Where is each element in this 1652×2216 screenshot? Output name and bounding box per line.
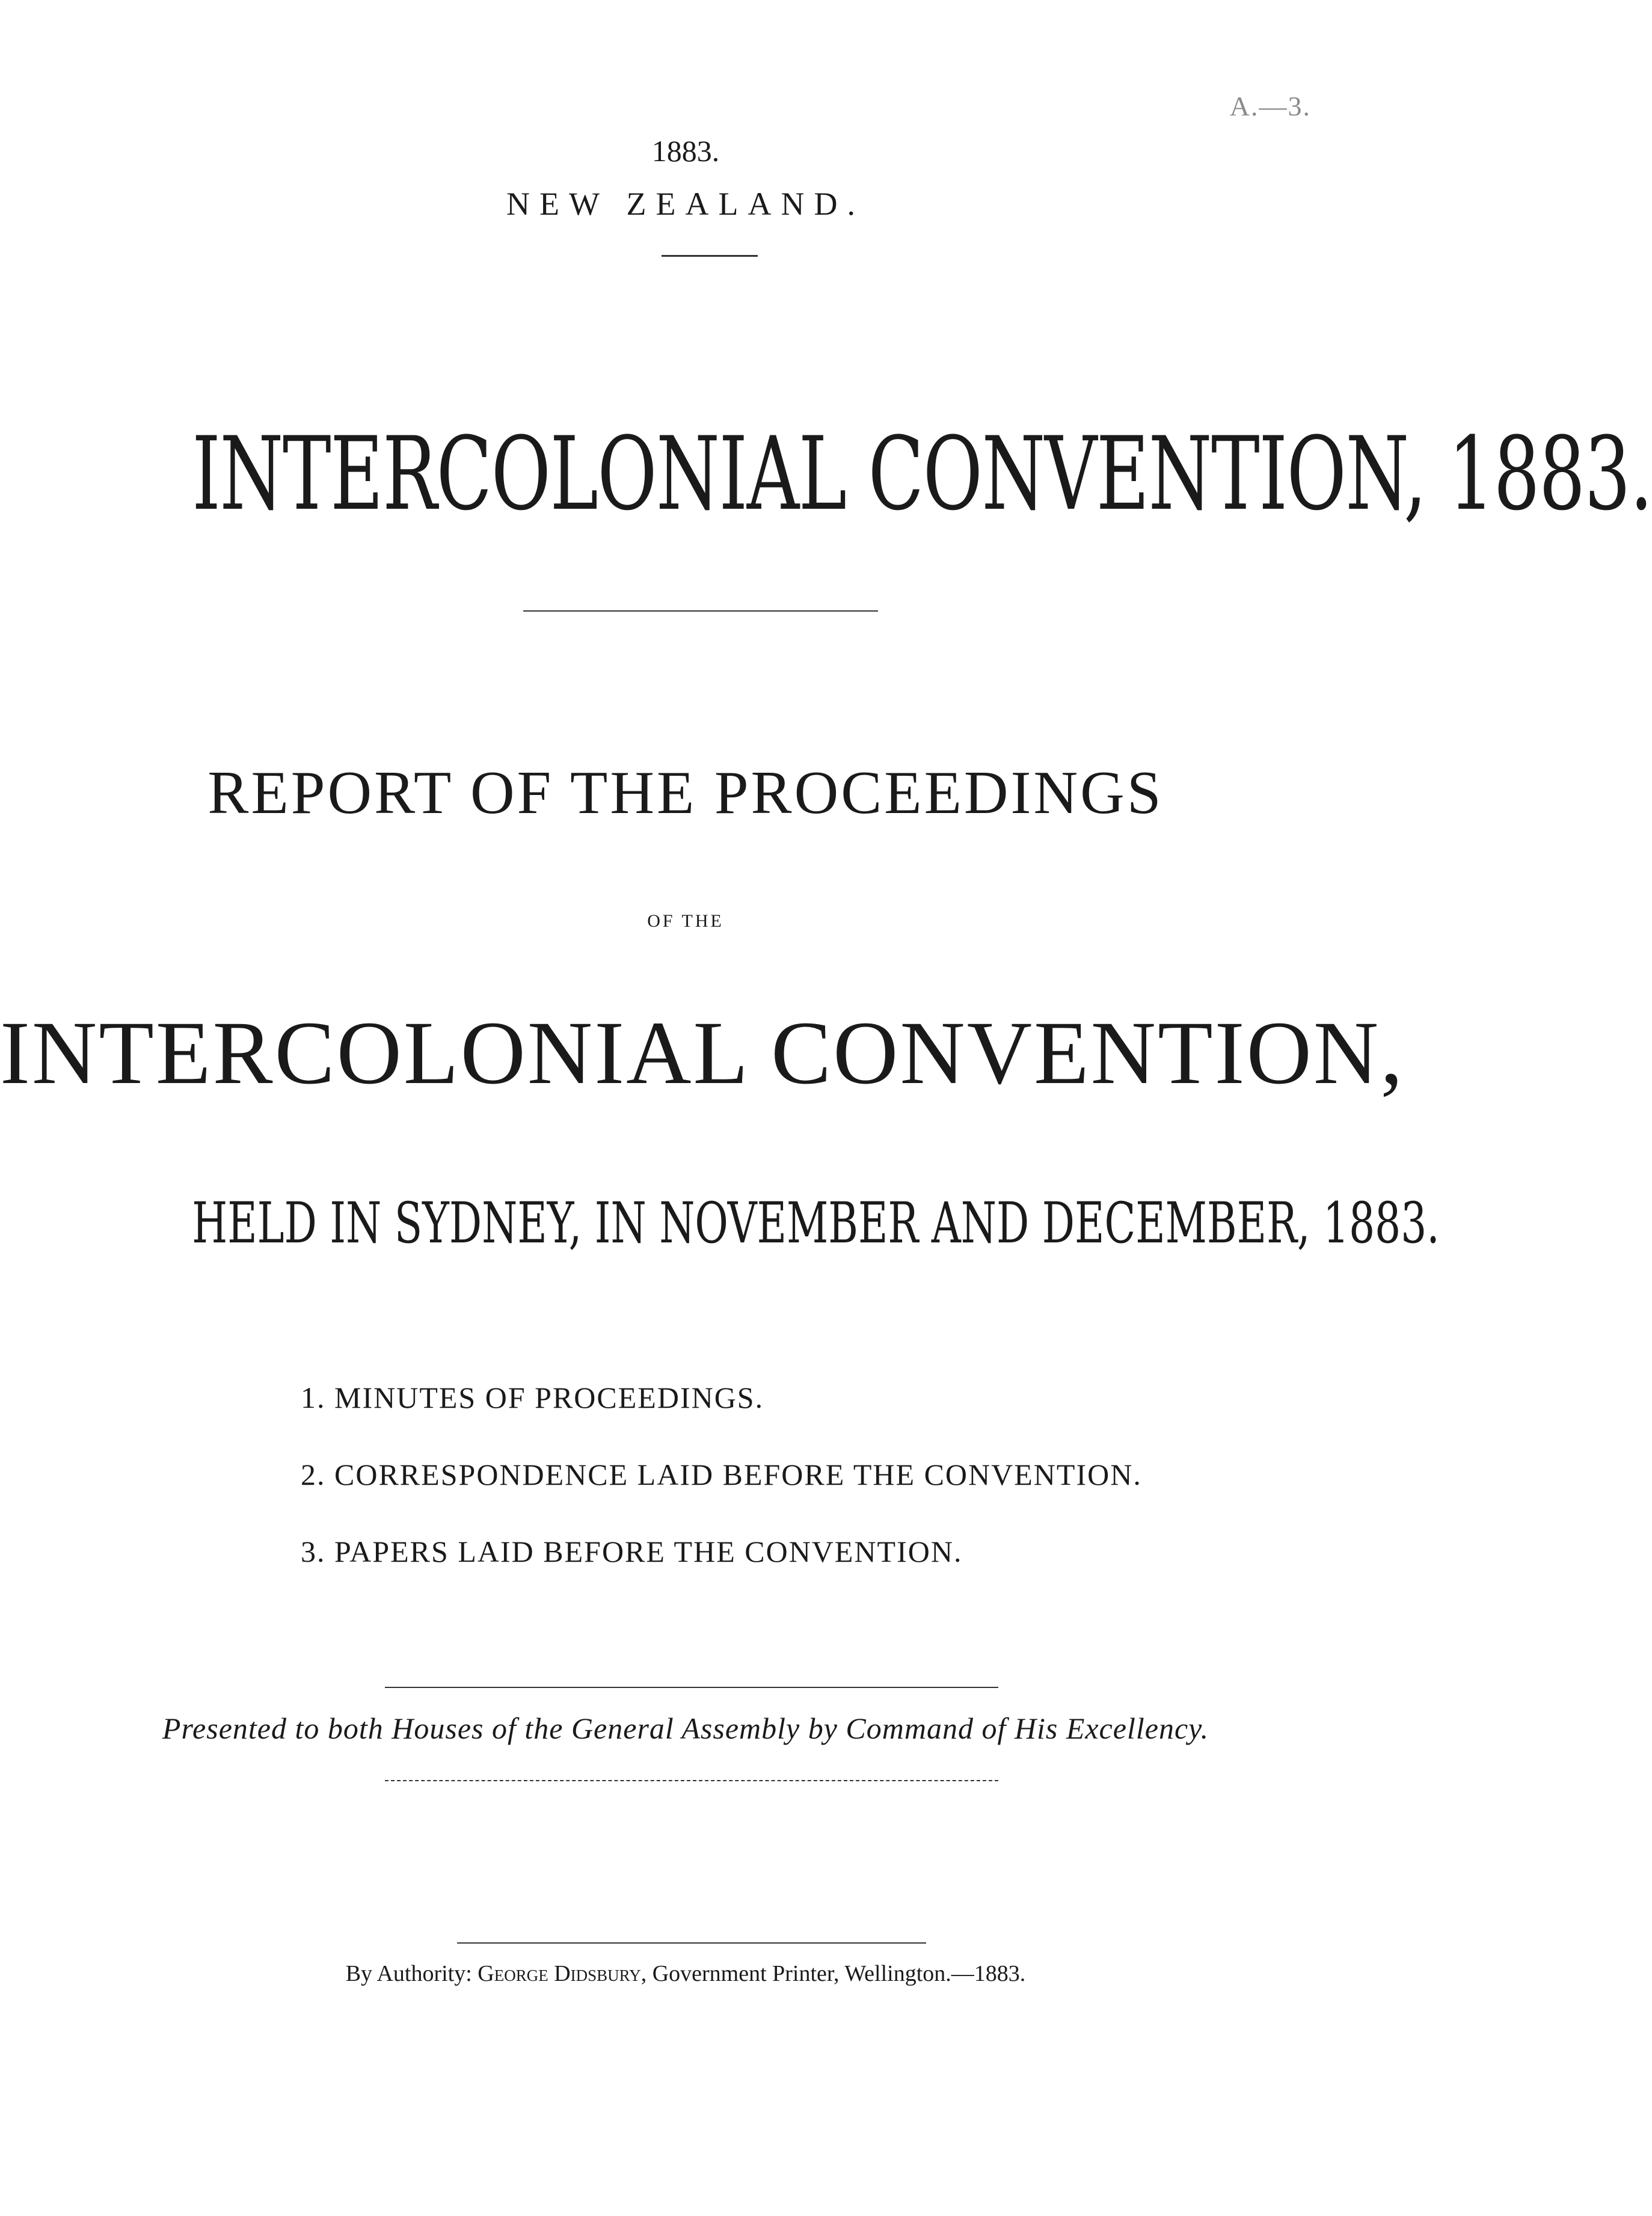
page-reference: A.—3.	[1229, 91, 1311, 121]
divider-above-presented	[385, 1687, 998, 1688]
divider-below-presented	[385, 1780, 998, 1781]
divider-above-authority	[457, 1942, 926, 1944]
authority-line	[0, 1960, 1371, 1987]
main-title: INTERCOLONIAL CONVENTION, 1883.	[192, 415, 1652, 533]
held-line: HELD IN SYDNEY, IN NOVEMBER AND DECEMBER, 1883.	[192, 1191, 1440, 1256]
presented-line: Presented to both Houses of the General Assembly by Command of His Excellency.	[162, 1711, 1209, 1745]
authority-prefix: By Authority:	[345, 1961, 478, 1986]
convention-title: INTERCOLONIAL CONVENTION,	[0, 1003, 1405, 1103]
divider-top	[662, 255, 758, 257]
list-item: 3. PAPERS LAID BEFORE THE CONVENTION.	[301, 1535, 963, 1568]
list-item: 1. MINUTES OF PROCEEDINGS.	[301, 1381, 764, 1414]
printer-name: George Didsbury,	[477, 1961, 647, 1986]
list-item: 2. CORRESPONDENCE LAID BEFORE THE CONVENTION.	[301, 1458, 1142, 1491]
contents-list	[301, 1359, 1142, 1590]
report-title: REPORT OF THE PROCEEDINGS	[207, 759, 1164, 827]
authority-suffix: Government Printer, Wellington.—1883.	[646, 1961, 1026, 1986]
country-heading: NEW ZEALAND.	[506, 186, 865, 222]
divider-middle	[523, 610, 878, 612]
of-the-label: OF THE	[647, 911, 724, 931]
publication-year: 1883.	[651, 134, 720, 168]
